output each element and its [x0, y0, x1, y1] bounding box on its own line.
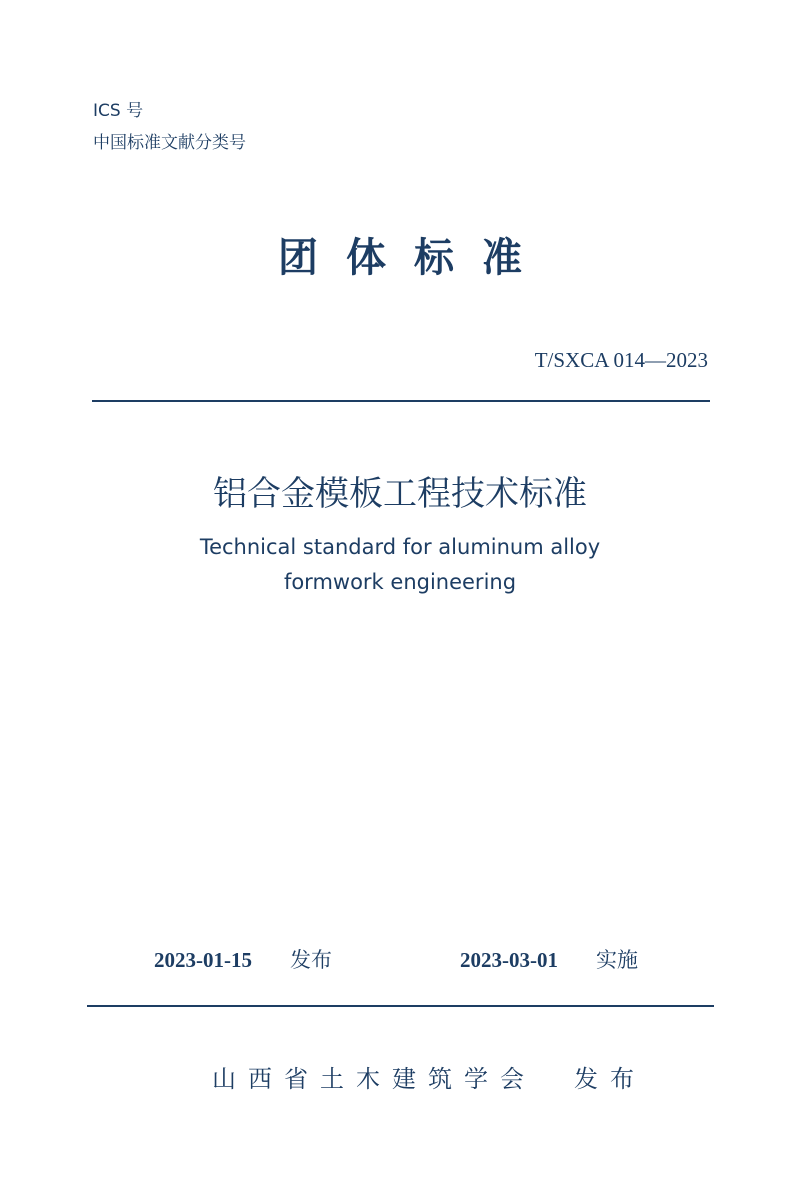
- english-title: [0, 530, 800, 600]
- english-title-line-2: formwork engineering: [283, 570, 517, 594]
- chinese-title: 铝合金模板工程技术标准: [213, 474, 587, 514]
- clc-number: 中国标准文献分类号: [93, 133, 246, 153]
- ics-number: ICS 号: [93, 101, 144, 121]
- publishing-organization: 山西省土木建筑学会: [212, 1065, 536, 1093]
- implement-label: 实施: [596, 948, 638, 972]
- publish-label: 发布: [290, 948, 332, 972]
- organization-release-label: 发布: [574, 1065, 646, 1093]
- implement-date: 2023-03-01: [460, 948, 558, 972]
- standard-number: T/SXCA 014—2023: [534, 348, 708, 372]
- bottom-divider: [87, 1005, 714, 1007]
- top-divider: [92, 400, 710, 402]
- english-title-line-1: Technical standard for aluminum alloy: [199, 535, 601, 559]
- group-standard-title: 团体标准: [278, 235, 550, 281]
- publish-date: 2023-01-15: [154, 948, 252, 972]
